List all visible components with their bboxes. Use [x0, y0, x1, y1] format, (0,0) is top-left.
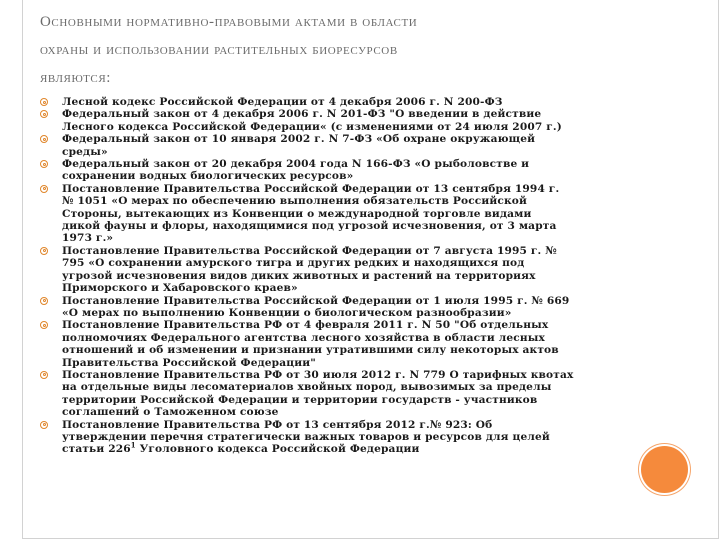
text-line: дикой фауны и флоры, находящимися под угрозой исчезновения, от 3 марта [62, 220, 557, 233]
list-item-text [62, 96, 640, 108]
text-line: Лесной кодекс Российской Федерации от 4 декабря 2006 г. N 200-ФЗ [62, 96, 503, 108]
text-line: Стороны, вытекающих из Конвенции о международной торговле видами [62, 207, 532, 220]
list-item [40, 96, 640, 108]
bullet-icon [40, 108, 62, 118]
title-line: являются: [40, 70, 112, 86]
list-item [40, 369, 640, 419]
list-item [40, 245, 640, 295]
title-line: Основными нормативно-правовыми актами в области [40, 14, 418, 30]
text-line: «О мерах по выполнению Конвенции о биологическом разнообразии» [62, 306, 512, 319]
text-line [62, 440, 640, 456]
text-line: сохранении водных биологических ресурсов» [62, 170, 354, 183]
list-item-text [62, 108, 640, 133]
text-line: территории Российской Федерации и территории государств - участников [62, 393, 538, 406]
text-line: 1973 г.» [62, 232, 114, 245]
text-line: утверждении перечня стратегически важных товаров и ресурсов для целей [62, 430, 550, 443]
text-line: полномочиях Федерального агентства лесного хозяйства в области лесных [62, 331, 546, 344]
text-line: на отдельные виды лесоматериалов хвойных пород, вывозимых за пределы [62, 381, 552, 394]
bullet-icon [40, 133, 62, 143]
list-item-text [62, 319, 640, 369]
bullet-icon [40, 295, 62, 305]
decorative-orange-circle [641, 446, 688, 493]
text-line: угрозой исчезновения видов диких животных и растений на территориях [62, 269, 536, 282]
list-item [40, 319, 640, 369]
slide-title [40, 8, 660, 92]
legal-acts-list [40, 96, 640, 456]
list-item [40, 183, 640, 245]
bullet-icon [40, 319, 62, 329]
list-item-text [62, 295, 640, 320]
text-line: среды» [62, 145, 108, 158]
list-item-text [62, 183, 640, 245]
text-line: Постановление Правительства Российской Федерации от 13 сентября 1994 г. [62, 182, 560, 195]
text-line: Постановление Правительства РФ от 30 июля 2012 г. N 779 О тарифных квотах [62, 368, 574, 381]
list-item-text [62, 245, 640, 295]
text-line: Постановление Правительства РФ от 13 сентября 2012 г.№ 923: Об [62, 418, 493, 431]
list-item [40, 133, 640, 158]
list-item-text [62, 133, 640, 158]
text-line: № 1051 «О мерах по обеспечению выполнения обязательств Российской [62, 195, 528, 208]
text-line: Федеральный закон от 4 декабря 2006 г. N 201-ФЗ "О введении в действие [62, 108, 542, 121]
list-item-text [62, 158, 640, 183]
text-line: отношений и об изменении и признании утратившими силу некоторых актов [62, 344, 559, 357]
list-item [40, 108, 640, 133]
bullet-icon [40, 96, 62, 106]
text-line: Постановление Правительства Российской Федерации от 1 июля 1995 г. № 669 [62, 294, 570, 307]
list-item [40, 295, 640, 320]
bullet-icon [40, 183, 62, 193]
text-line: Федеральный закон от 10 января 2002 г. N 7-ФЗ «Об охране окружающей [62, 133, 536, 146]
text-line: 795 «О сохранении амурского тигра и других редких и находящихся под [62, 257, 525, 270]
text-line: Лесного кодекса Российской Федерации« (с изменениями от 24 июля 2007 г.) [62, 120, 562, 133]
title-line: охраны и использовании растительных биоресурсов [40, 42, 398, 58]
text-line: Правительства Российской Федерации" [62, 356, 316, 369]
superscript: 1 [130, 440, 136, 450]
bullet-icon [40, 419, 62, 429]
bullet-icon [40, 245, 62, 255]
text-fragment: Уголовного кодекса Российской Федерации [135, 443, 420, 456]
bullet-icon [40, 158, 62, 168]
list-item-text [62, 369, 640, 419]
text-line: Постановление Правительства Российской Федерации от 7 августа 1995 г. № [62, 244, 557, 257]
text-fragment: статьи 226 [62, 443, 131, 456]
list-item-text [62, 419, 640, 456]
text-line: Федеральный закон от 20 декабря 2004 года N 166-ФЗ «О рыболовстве и [62, 158, 530, 171]
text-line: Постановление Правительства РФ от 4 февраля 2011 г. N 50 "Об отдельных [62, 319, 549, 332]
bullet-icon [40, 369, 62, 379]
text-line: соглашений о Таможенном союзе [62, 406, 279, 419]
list-item [40, 419, 640, 456]
text-line: Приморского и Хабаровского краев» [62, 282, 298, 295]
list-item [40, 158, 640, 183]
